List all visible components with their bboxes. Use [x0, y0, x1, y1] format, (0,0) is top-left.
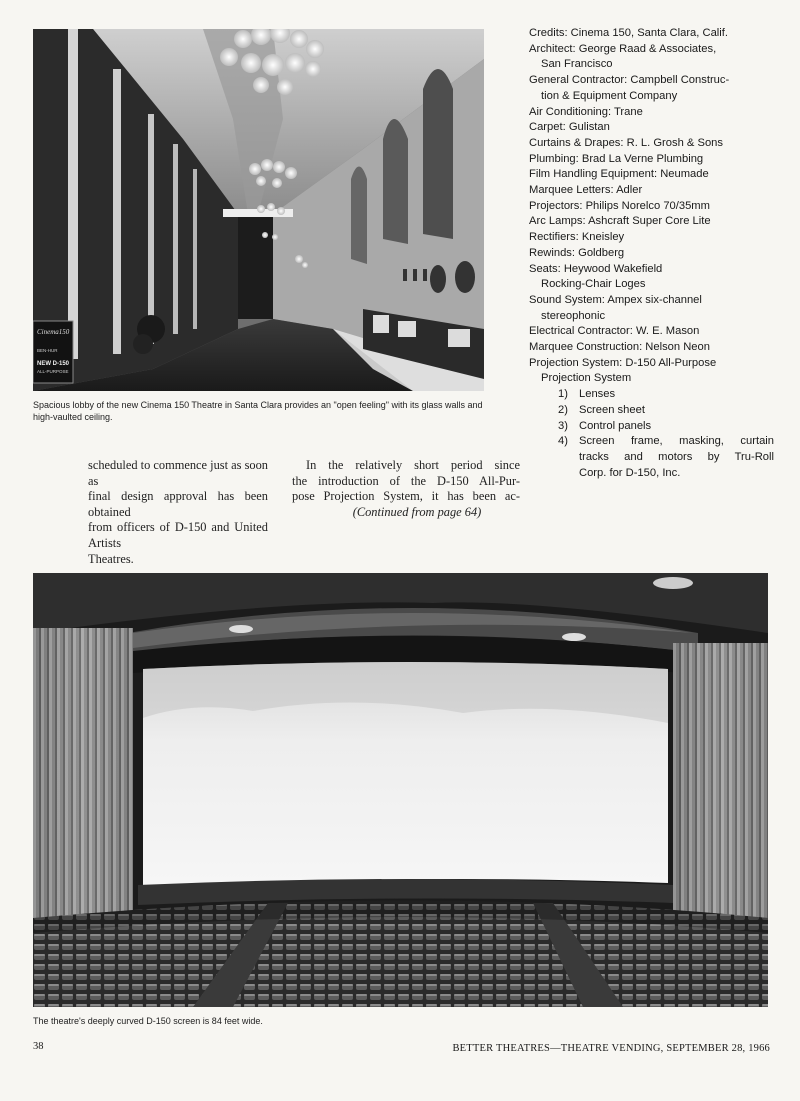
credit-value: Goldberg	[578, 246, 625, 259]
body-left-line: scheduled to commence just as soon as	[88, 458, 268, 488]
credit-value: Brad La Verne Plumbing	[581, 152, 704, 165]
poster-line-1: Cinema150	[37, 328, 70, 336]
credit-label: Seats	[529, 262, 558, 275]
credit-label: Electrical Contractor	[529, 325, 630, 338]
credits-list	[529, 26, 774, 481]
running-head: BETTER THEATRES—THEATRE VENDING, SEPTEMBER 28, 1966	[452, 1043, 770, 1054]
subitem-text: Lenses	[579, 388, 616, 401]
subitem-number: 1)	[558, 388, 568, 401]
body-left-line: final design approval has been obtained	[88, 489, 268, 519]
projection-subitem	[529, 466, 774, 482]
credit-value-continued: Projection System	[541, 372, 632, 385]
credit-item: Projection System: D-150 All-Purpose	[529, 356, 717, 369]
credit-item: Marquee Letters: Adler	[529, 184, 643, 197]
credit-item: Marquee Construction: Nelson Neon	[529, 341, 710, 354]
credit-label: Architect	[529, 42, 573, 55]
body-left-line: Theatres.	[88, 551, 134, 566]
credit-item: Curtains & Drapes: R. L. Grosh & Sons	[529, 136, 724, 149]
credit-label: General Contractor	[529, 74, 625, 87]
credit-value: Trane	[614, 105, 643, 118]
credit-value-continued: Rocking-Chair Loges	[541, 278, 646, 291]
credit-value-continued: San Francisco	[541, 58, 613, 71]
subitem-number: 3)	[558, 419, 568, 432]
credit-label: Rewinds	[529, 246, 572, 259]
credit-value: Kneisley	[581, 231, 625, 244]
credit-value: Heywood Wakefield	[563, 262, 663, 275]
auditorium-photo	[33, 573, 768, 1007]
subitem-number: 2)	[558, 403, 568, 416]
credit-value: Ashcraft Super Core Lite	[588, 215, 711, 228]
credit-label: Curtains & Drapes	[529, 136, 621, 149]
credit-item: Electrical Contractor: W. E. Mason	[529, 325, 700, 338]
credit-item: Seats: Heywood Wakefield	[529, 262, 663, 275]
credit-item: Film Handling Equipment: Neumade	[529, 168, 709, 181]
projection-subitem	[529, 419, 774, 435]
body-left-line: from officers of D-150 and United Artists	[88, 520, 268, 550]
credit-value: George Raad & Associates,	[578, 42, 717, 55]
credit-item: Rectifiers: Kneisley	[529, 231, 625, 244]
credit-label: Projection System	[529, 356, 620, 369]
credit-value: Ampex six-channel	[607, 293, 702, 306]
credit-value: Adler	[616, 184, 643, 197]
continued-note: (Continued from page 64)	[352, 504, 482, 519]
body-right-line: the introduction of the D-150 All-Pur-	[292, 473, 520, 488]
poster-line-4: ALL-PURPOSE	[37, 369, 69, 374]
credit-item: Plumbing: Brad La Verne Plumbing	[529, 152, 704, 165]
credit-item: General Contractor: Campbell Construc-	[529, 74, 730, 87]
credit-label: Rectifiers	[529, 231, 576, 244]
credit-label: Arc Lamps	[529, 215, 583, 228]
poster-line-3: NEW D-150	[37, 361, 70, 367]
subitem-text: Screen frame, masking, curtain	[579, 435, 774, 448]
lobby-photo	[33, 29, 484, 391]
projection-subitem	[529, 403, 774, 419]
credit-label: Sound System	[529, 293, 602, 306]
subitem-text: Corp. for D-150, Inc.	[579, 466, 681, 479]
credit-label: Plumbing	[529, 152, 576, 165]
credit-label: Projectors	[529, 199, 580, 212]
credit-label: Credits	[529, 27, 565, 39]
credit-label: Carpet	[529, 121, 563, 134]
credit-item: Rewinds: Goldberg	[529, 246, 625, 259]
credit-value: Gulistan	[568, 121, 610, 134]
page-number: 38	[33, 1041, 44, 1052]
credit-value: Neumade	[660, 168, 709, 181]
credit-item: Arc Lamps: Ashcraft Super Core Lite	[529, 215, 711, 228]
credit-value: Nelson Neon	[645, 341, 710, 354]
credit-label: Marquee Letters	[529, 184, 611, 197]
auditorium-caption: The theatre's deeply curved D-150 screen is 84 feet wide.	[33, 1016, 263, 1026]
credit-value: D-150 All-Purpose	[625, 356, 717, 369]
credit-item: Credits: Cinema 150, Santa Clara, Calif.	[529, 27, 728, 39]
credit-value-continued: stereophonic	[541, 309, 606, 322]
credit-item: Carpet: Gulistan	[529, 121, 610, 134]
credit-label: Air Conditioning	[529, 105, 608, 118]
body-column-right	[292, 458, 520, 520]
credit-item: Air Conditioning: Trane	[529, 105, 643, 118]
credit-value: Campbell Construc-	[630, 74, 730, 87]
body-right-line: pose Projection System, it has been ac-	[292, 489, 520, 504]
poster-line-2: BEN-HUR	[37, 348, 58, 353]
projection-subitem	[529, 450, 774, 466]
subitem-text: Screen sheet	[579, 403, 645, 416]
credit-item: Projectors: Philips Norelco 70/35mm	[529, 199, 710, 212]
credit-label: Marquee Construction	[529, 341, 640, 354]
lobby-caption: Spacious lobby of the new Cinema 150 Theatre in Santa Clara provides an "open feeling" with its glass walls and high-vaulted ceiling.	[33, 400, 483, 422]
credit-item: Sound System: Ampex six-channel	[529, 293, 702, 306]
credit-item: Architect: George Raad & Associates,	[529, 42, 717, 55]
credit-value: Philips Norelco 70/35mm	[585, 199, 710, 212]
subitem-number: 4)	[558, 435, 568, 448]
credit-value: W. E. Mason	[635, 325, 700, 338]
body-right-line: In the relatively short period since	[306, 458, 520, 472]
projection-subitem	[529, 434, 774, 450]
body-column-left	[88, 458, 268, 567]
credit-value: R. L. Grosh & Sons	[626, 136, 724, 149]
subitem-text: Control panels	[579, 419, 652, 432]
subitem-text: tracks and motors by Tru-Roll	[579, 450, 774, 463]
credit-value-continued: tion & Equipment Company	[541, 89, 678, 102]
credit-label: Film Handling Equipment	[529, 168, 654, 181]
credit-value: Cinema 150, Santa Clara, Calif.	[570, 27, 728, 39]
projection-subitem	[529, 387, 774, 403]
